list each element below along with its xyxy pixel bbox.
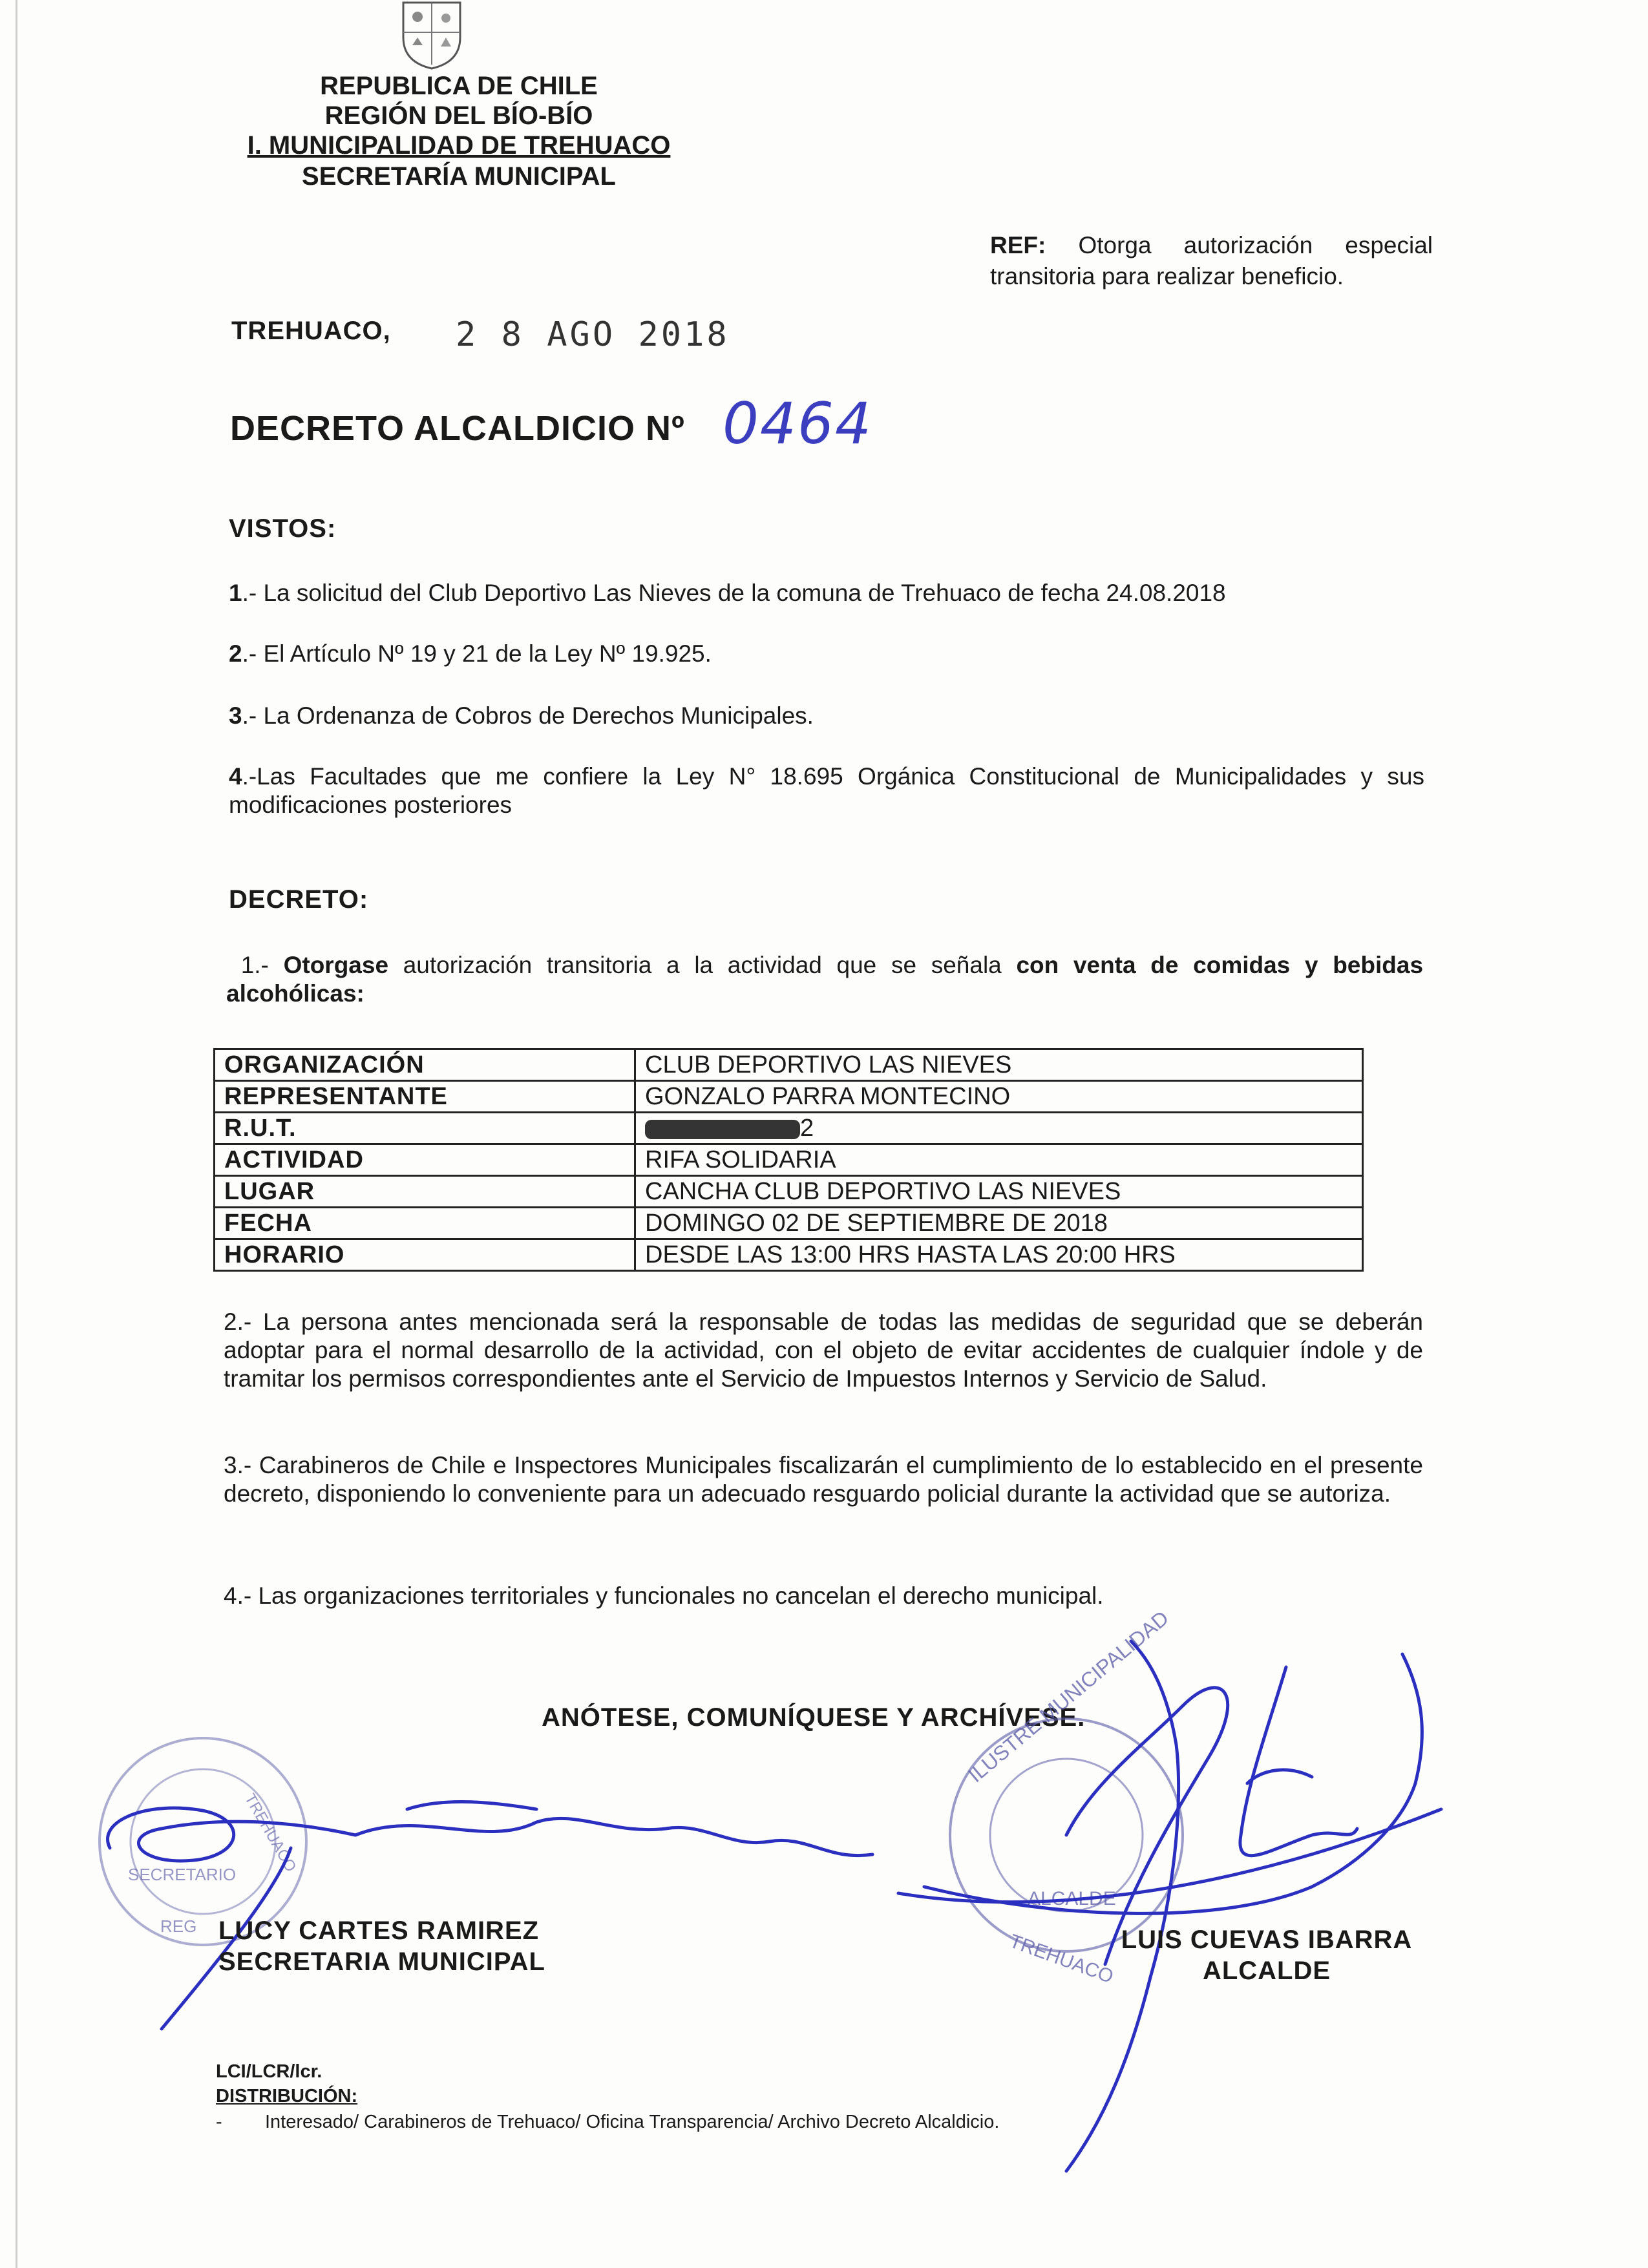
scan-edge [16,0,17,2268]
decreto-item-3: 3.- Carabineros de Chile e Inspectores Municipales fiscalizarán el cumplimiento de lo establecido en el presente decreto, disponiendo lo conveniente para un adecuado resguardo policial durante la actividad que se autoriza. [224,1452,1423,1507]
decreto-item-2: 2.- La persona antes mencionada será la responsable de todas las medidas de seguridad que se deberán adoptar para el normal desarrollo de la actividad, con el objeto de evitar accidentes de cualquier índole y de tramitar los permisos correspondientes ante el Servicio de Impuestos Internos y Servicio de Salud. [224,1308,1423,1392]
table-row [215,1049,1363,1081]
vistos-item-1 [229,579,1424,607]
row-label: HORARIO [215,1239,635,1271]
row-label: REPRESENTANTE [215,1081,635,1113]
decreto-item-4: 4.- Las organizaciones territoriales y funcionales no cancelan el derecho municipal. [224,1582,1104,1609]
vistos-text: .-Las Facultades que me confiere la Ley N° 18.695 Orgánica Constitucional de Municipalidades y sus modificaciones posteriores [229,763,1424,818]
header-country: REPUBLICA DE CHILE [320,72,598,100]
ref-text: Otorga autorización especial transitoria para realizar beneficio. [990,232,1433,289]
vistos-item-3 [229,702,1424,730]
date-stamp: 2 8 AGO 2018 [456,315,730,354]
decreto-heading: DECRETO: [229,885,369,914]
item-verb: Otorgase [283,952,389,978]
row-label: ACTIVIDAD [215,1144,635,1176]
rut-visible-digit: 2 [800,1115,814,1142]
seal-text: ILUSTRE MUNICIPALIDAD [964,1606,1174,1787]
table-row [215,1081,1363,1113]
ref-label: REF: [990,232,1046,258]
row-label: LUGAR [215,1176,635,1208]
item-number: 1.- [240,952,269,978]
item-emphasis: con venta de comidas y bebidas alcohólicas: [226,952,1424,1007]
item-text: autorización transitoria a la actividad que se señala [388,952,1017,978]
distribution-list: Interesado/ Carabineros de Trehuaco/ Oficina Transparencia/ Archivo Decreto Alcaldicio. [265,2112,1000,2132]
table-row [215,1208,1363,1239]
row-label: ORGANIZACIÓN [215,1049,635,1081]
vistos-num: 3 [229,702,242,729]
activity-table [213,1048,1364,1272]
secretary-role: SECRETARIA MUNICIPAL [218,1948,545,1976]
table-row [215,1239,1363,1271]
reference-block [990,230,1433,292]
decreto-item-1 [226,951,1423,1008]
decree-title: DECRETO ALCALDICIO Nº [230,409,685,448]
vistos-item-2 [229,640,1424,668]
row-value-redacted [635,1113,1363,1144]
header-region: REGIÓN DEL BÍO-BÍO [324,101,593,130]
table-row [215,1113,1363,1144]
vistos-text: .- El Artículo Nº 19 y 21 de la Ley Nº 19.925. [242,640,712,667]
table-row [215,1144,1363,1176]
row-label: FECHA [215,1208,635,1239]
seal-text: REG [160,1916,197,1936]
row-value: DOMINGO 02 DE SEPTIEMBRE DE 2018 [635,1208,1363,1239]
vistos-num: 4 [229,763,242,790]
row-value: DESDE LAS 13:00 HRS HASTA LAS 20:00 HRS [635,1239,1363,1271]
decree-number: 0464 [723,390,872,457]
vistos-item-4 [229,762,1424,819]
row-value: CANCHA CLUB DEPORTIVO LAS NIEVES [635,1176,1363,1208]
seal-text: ALCALDE [1028,1888,1116,1909]
redaction-mark [645,1120,800,1139]
vistos-text: .- La solicitud del Club Deportivo Las Nieves de la comuna de Trehuaco de fecha 24.08.2018 [242,580,1226,606]
mayor-name: LUIS CUEVAS IBARRA [1121,1926,1413,1954]
row-value: CLUB DEPORTIVO LAS NIEVES [635,1049,1363,1081]
seal-text: SECRETARIO [128,1865,237,1884]
coat-of-arms-icon [398,0,465,70]
mayor-role: ALCALDE [1202,1957,1331,1985]
vistos-num: 1 [229,580,242,606]
header-municipality: I. MUNICIPALIDAD DE TREHUACO [247,131,671,160]
header-department: SECRETARÍA MUNICIPAL [302,162,616,191]
secretary-name: LUCY CARTES RAMIREZ [218,1916,540,1945]
row-value: RIFA SOLIDARIA [635,1144,1363,1176]
closing-formula: ANÓTESE, COMUNÍQUESE Y ARCHÍVESE. [542,1703,1086,1732]
table-row [215,1176,1363,1208]
mayor-signature-block [1112,1924,1422,1986]
secretary-signature-block [218,1915,545,1977]
seal-text: TREHUACO [240,1790,300,1875]
handwritten-signatures [84,1615,1570,2197]
row-label: R.U.T. [215,1113,635,1144]
seal-text: TREHUACO [1006,1930,1117,1988]
vistos-num: 2 [229,640,242,667]
distribution-bullet: - [216,2112,222,2132]
initials: LCI/LCR/lcr. [216,2061,322,2082]
row-value: GONZALO PARRA MONTECINO [635,1081,1363,1113]
place: TREHUACO, [231,317,391,345]
vistos-text: .- La Ordenanza de Cobros de Derechos Municipales. [242,702,814,729]
distribution-label: DISTRIBUCIÓN: [216,2086,358,2106]
vistos-heading: VISTOS: [229,514,337,543]
